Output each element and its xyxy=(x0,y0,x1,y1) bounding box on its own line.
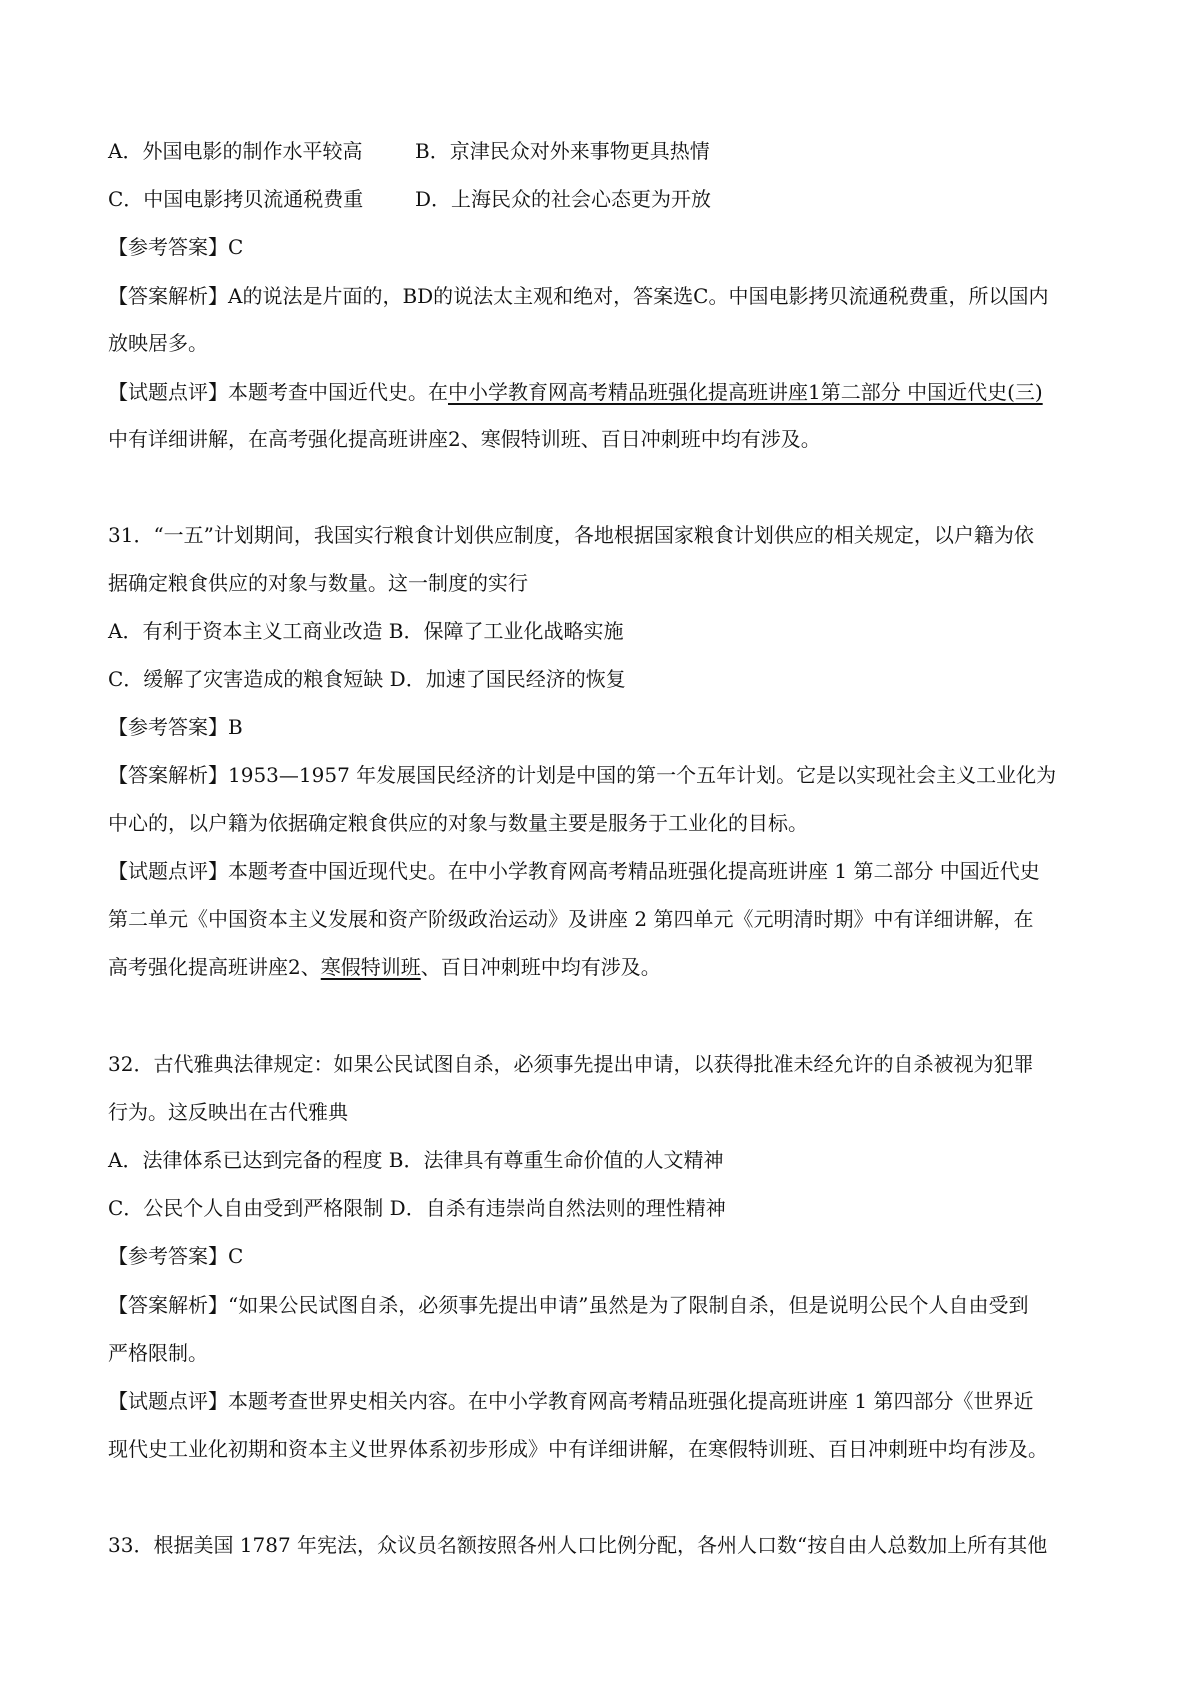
q32-comment-line-1: 【试题点评】本题考查世界史相关内容。在中小学教育网高考精品班强化提高班讲座 1 第四部分《世界近 xyxy=(108,1389,1034,1413)
q33-stem-line-1: 33．根据美国 1787 年宪法，众议员名额按照各州人口比例分配，各州人口数“按自由人总数加上所有其他 xyxy=(108,1533,1048,1557)
q32-analysis-line-2: 严格限制。 xyxy=(108,1341,208,1365)
q32-answer: 【参考答案】C xyxy=(108,1244,244,1268)
q30-option-c: C．中国电影拷贝流通税费重 xyxy=(108,187,364,211)
q31-comment-line-2: 第二单元《中国资本主义发展和资产阶级政治运动》及讲座 2 第四单元《元明清时期》中有详细讲解，在 xyxy=(108,907,1034,931)
q30-comment-link[interactable]: 中小学教育网高考精品班强化提高班讲座1第二部分 中国近代史(三) xyxy=(448,380,1043,404)
q32-analysis-line-1: 【答案解析】“如果公民试图自杀，必须事先提出申请”虽然是为了限制自杀，但是说明公民个人自由受到 xyxy=(108,1293,1029,1317)
q32-options-ab: A．法律体系已达到完备的程度 B．法律具有尊重生命价值的人文精神 xyxy=(108,1148,724,1172)
q32-stem-line-2: 行为。这反映出在古代雅典 xyxy=(108,1100,348,1124)
q30-options-row-1 xyxy=(108,136,362,166)
q30-comment-line-2: 中有详细讲解，在高考强化提高班讲座2、寒假特训班、百日冲刺班中均有涉及。 xyxy=(108,427,821,451)
q31-answer: 【参考答案】B xyxy=(108,715,243,739)
q30-comment-line-1 xyxy=(108,377,1043,407)
q32-comment-line-2: 现代史工业化初期和资本主义世界体系初步形成》中有详细讲解，在寒假特训班、百日冲刺班中均有涉及。 xyxy=(108,1437,1048,1461)
q32-options-cd: C．公民个人自由受到严格限制 D．自杀有违崇尚自然法则的理性精神 xyxy=(108,1196,726,1220)
q31-options-ab: A．有利于资本主义工商业改造 B．保障了工业化战略实施 xyxy=(108,619,624,643)
q30-options-row-2 xyxy=(108,184,363,214)
q30-analysis-line-2: 放映居多。 xyxy=(108,331,208,355)
q31-analysis-line-1: 【答案解析】1953—1957 年发展国民经济的计划是中国的第一个五年计划。它是以实现社会主义工业化为 xyxy=(108,763,1057,787)
q30-option-b: B．京津民众对外来事物更具热情 xyxy=(415,139,710,163)
q31-comment-line-3 xyxy=(108,952,661,982)
q31-comment-line-1: 【试题点评】本题考查中国近现代史。在中小学教育网高考精品班强化提高班讲座 1 第二部分 中国近代史 xyxy=(108,859,1040,883)
q31-comment-link[interactable]: 寒假特训班 xyxy=(320,955,421,979)
q30-answer: 【参考答案】C xyxy=(108,235,244,259)
q30-option-d: D．上海民众的社会心态更为开放 xyxy=(415,187,712,211)
q30-option-a: A．外国电影的制作水平较高 xyxy=(108,139,363,163)
q30-comment-prefix: 【试题点评】本题考查中国近代史。在 xyxy=(108,380,448,404)
q30-analysis-line-1: 【答案解析】A的说法是片面的，BD的说法太主观和绝对，答案选C。中国电影拷贝流通税费重，所以国内 xyxy=(108,284,1049,308)
q31-stem-line-2: 据确定粮食供应的对象与数量。这一制度的实行 xyxy=(108,571,528,595)
q31-stem-line-1: 31．“一五”计划期间，我国实行粮食计划供应制度，各地根据国家粮食计划供应的相关规定，以户籍为依 xyxy=(108,523,1034,547)
q31-analysis-line-2: 中心的，以户籍为依据确定粮食供应的对象与数量主要是服务于工业化的目标。 xyxy=(108,811,808,835)
q31-comment-line-3-suffix: 、百日冲刺班中均有涉及。 xyxy=(420,955,661,979)
q32-stem-line-1: 32．古代雅典法律规定：如果公民试图自杀，必须事先提出申请，以获得批准未经允许的自杀被视为犯罪 xyxy=(108,1052,1034,1076)
q31-comment-line-3-prefix: 高考强化提高班讲座2、 xyxy=(108,955,321,979)
q31-options-cd: C．缓解了灾害造成的粮食短缺 D．加速了国民经济的恢复 xyxy=(108,667,626,691)
